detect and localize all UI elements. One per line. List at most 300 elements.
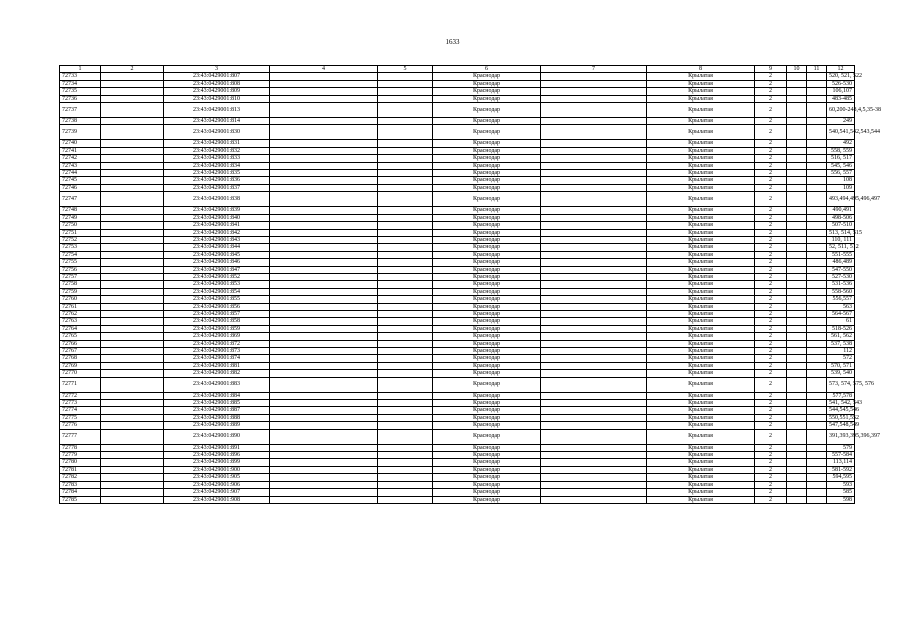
floor-cell: 2 bbox=[755, 414, 787, 421]
floor-cell: 2 bbox=[755, 177, 787, 184]
row-number-cell: 72751 bbox=[60, 229, 101, 236]
city-cell: Краснодар bbox=[433, 474, 541, 481]
table-row bbox=[60, 118, 855, 125]
table-row bbox=[60, 422, 855, 429]
premises-numbers-cell: 547-550 bbox=[827, 266, 855, 273]
city-cell: Краснодар bbox=[433, 207, 541, 214]
city-cell: Краснодар bbox=[433, 177, 541, 184]
premises-numbers-cell: 558-560 bbox=[827, 288, 855, 295]
empty-cell bbox=[541, 481, 647, 488]
empty-cell bbox=[101, 452, 164, 459]
empty-cell bbox=[101, 370, 164, 377]
city-cell: Краснодар bbox=[433, 392, 541, 399]
street-cell: Крылатая bbox=[647, 222, 755, 229]
empty-cell bbox=[787, 452, 807, 459]
empty-cell bbox=[270, 414, 378, 421]
empty-cell bbox=[378, 103, 433, 118]
empty-cell bbox=[101, 489, 164, 496]
empty-cell bbox=[541, 184, 647, 191]
table-row bbox=[60, 474, 855, 481]
street-cell: Крылатая bbox=[647, 407, 755, 414]
empty-cell bbox=[787, 370, 807, 377]
floor-cell: 2 bbox=[755, 429, 787, 444]
table-row bbox=[60, 170, 855, 177]
table-row bbox=[60, 377, 855, 392]
empty-cell bbox=[270, 288, 378, 295]
row-number-cell: 72748 bbox=[60, 207, 101, 214]
street-cell: Крылатая bbox=[647, 281, 755, 288]
empty-cell bbox=[807, 222, 827, 229]
empty-cell bbox=[807, 414, 827, 421]
floor-cell: 2 bbox=[755, 377, 787, 392]
floor-cell: 2 bbox=[755, 95, 787, 102]
floor-cell: 2 bbox=[755, 310, 787, 317]
empty-cell bbox=[787, 474, 807, 481]
empty-cell bbox=[787, 125, 807, 140]
city-cell: Краснодар bbox=[433, 170, 541, 177]
empty-cell bbox=[541, 296, 647, 303]
cadastral-number-cell: 23:43:0429001:885 bbox=[164, 400, 270, 407]
floor-cell: 2 bbox=[755, 103, 787, 118]
empty-cell bbox=[270, 281, 378, 288]
table-row bbox=[60, 222, 855, 229]
empty-cell bbox=[807, 192, 827, 207]
city-cell: Краснодар bbox=[433, 444, 541, 451]
city-cell: Краснодар bbox=[433, 489, 541, 496]
page-number: 1633 bbox=[445, 38, 460, 46]
premises-numbers-cell: 493,494,495,496,497 bbox=[827, 192, 855, 207]
premises-numbers-cell: 108 bbox=[827, 177, 855, 184]
empty-cell bbox=[787, 244, 807, 251]
floor-cell: 2 bbox=[755, 296, 787, 303]
empty-cell bbox=[101, 162, 164, 169]
floor-cell: 2 bbox=[755, 281, 787, 288]
city-cell: Краснодар bbox=[433, 333, 541, 340]
empty-cell bbox=[807, 362, 827, 369]
floor-cell: 2 bbox=[755, 355, 787, 362]
empty-cell bbox=[541, 489, 647, 496]
empty-cell bbox=[541, 162, 647, 169]
empty-cell bbox=[787, 459, 807, 466]
column-header: 11 bbox=[807, 66, 827, 73]
floor-cell: 2 bbox=[755, 170, 787, 177]
empty-cell bbox=[787, 95, 807, 102]
city-cell: Краснодар bbox=[433, 370, 541, 377]
street-cell: Крылатая bbox=[647, 184, 755, 191]
row-number-cell: 72778 bbox=[60, 444, 101, 451]
empty-cell bbox=[378, 236, 433, 243]
city-cell: Краснодар bbox=[433, 340, 541, 347]
empty-cell bbox=[787, 155, 807, 162]
city-cell: Краснодар bbox=[433, 80, 541, 87]
row-number-cell: 72781 bbox=[60, 466, 101, 473]
table-row bbox=[60, 392, 855, 399]
empty-cell bbox=[541, 429, 647, 444]
cadastral-number-cell: 23:43:0429001:810 bbox=[164, 95, 270, 102]
empty-cell bbox=[270, 333, 378, 340]
empty-cell bbox=[378, 170, 433, 177]
floor-cell: 2 bbox=[755, 207, 787, 214]
floor-cell: 2 bbox=[755, 474, 787, 481]
empty-cell bbox=[541, 370, 647, 377]
cadastral-number-cell: 23:43:0429001:890 bbox=[164, 429, 270, 444]
premises-numbers-cell: 60,200-248,4,5,35-38 bbox=[827, 103, 855, 118]
empty-cell bbox=[541, 466, 647, 473]
empty-cell bbox=[270, 214, 378, 221]
row-number-cell: 72735 bbox=[60, 88, 101, 95]
empty-cell bbox=[270, 362, 378, 369]
empty-cell bbox=[101, 147, 164, 154]
empty-cell bbox=[378, 400, 433, 407]
table-row bbox=[60, 251, 855, 258]
empty-cell bbox=[807, 266, 827, 273]
empty-cell bbox=[807, 236, 827, 243]
empty-cell bbox=[378, 422, 433, 429]
city-cell: Краснодар bbox=[433, 125, 541, 140]
table-row bbox=[60, 147, 855, 154]
city-cell: Краснодар bbox=[433, 318, 541, 325]
empty-cell bbox=[101, 333, 164, 340]
row-number-cell: 72776 bbox=[60, 422, 101, 429]
empty-cell bbox=[270, 266, 378, 273]
cadastral-number-cell: 23:43:0429001:884 bbox=[164, 392, 270, 399]
empty-cell bbox=[787, 466, 807, 473]
empty-cell bbox=[807, 147, 827, 154]
row-number-cell: 72777 bbox=[60, 429, 101, 444]
empty-cell bbox=[807, 481, 827, 488]
empty-cell bbox=[270, 310, 378, 317]
empty-cell bbox=[101, 184, 164, 191]
empty-cell bbox=[541, 222, 647, 229]
empty-cell bbox=[787, 348, 807, 355]
empty-cell bbox=[807, 214, 827, 221]
row-number-cell: 72755 bbox=[60, 259, 101, 266]
empty-cell bbox=[541, 355, 647, 362]
street-cell: Крылатая bbox=[647, 362, 755, 369]
empty-cell bbox=[378, 266, 433, 273]
floor-cell: 2 bbox=[755, 184, 787, 191]
cadastral-number-cell: 23:43:0429001:888 bbox=[164, 414, 270, 421]
cadastral-number-cell: 23:43:0429001:844 bbox=[164, 244, 270, 251]
empty-cell bbox=[101, 466, 164, 473]
city-cell: Краснодар bbox=[433, 422, 541, 429]
empty-cell bbox=[807, 177, 827, 184]
empty-cell bbox=[541, 407, 647, 414]
empty-cell bbox=[101, 244, 164, 251]
row-number-cell: 72774 bbox=[60, 407, 101, 414]
empty-cell bbox=[101, 422, 164, 429]
empty-cell bbox=[270, 422, 378, 429]
row-number-cell: 72741 bbox=[60, 147, 101, 154]
empty-cell bbox=[541, 452, 647, 459]
table-row bbox=[60, 192, 855, 207]
street-cell: Крылатая bbox=[647, 192, 755, 207]
empty-cell bbox=[378, 496, 433, 503]
premises-numbers-cell: 110, 111 bbox=[827, 236, 855, 243]
row-number-cell: 72750 bbox=[60, 222, 101, 229]
floor-cell: 2 bbox=[755, 481, 787, 488]
floor-cell: 2 bbox=[755, 222, 787, 229]
city-cell: Краснодар bbox=[433, 192, 541, 207]
premises-numbers-cell: 498-506 bbox=[827, 214, 855, 221]
premises-numbers-cell: 483-485 bbox=[827, 95, 855, 102]
street-cell: Крылатая bbox=[647, 444, 755, 451]
empty-cell bbox=[101, 118, 164, 125]
row-number-cell: 72770 bbox=[60, 370, 101, 377]
empty-cell bbox=[807, 88, 827, 95]
street-cell: Крылатая bbox=[647, 95, 755, 102]
premises-numbers-cell: 52, 511, 512 bbox=[827, 244, 855, 251]
street-cell: Крылатая bbox=[647, 251, 755, 258]
empty-cell bbox=[101, 170, 164, 177]
empty-cell bbox=[270, 88, 378, 95]
empty-cell bbox=[378, 222, 433, 229]
table-row bbox=[60, 155, 855, 162]
cadastral-number-cell: 23:43:0429001:839 bbox=[164, 207, 270, 214]
street-cell: Крылатая bbox=[647, 496, 755, 503]
premises-numbers-cell: 391,393,395,396,397 bbox=[827, 429, 855, 444]
floor-cell: 2 bbox=[755, 125, 787, 140]
empty-cell bbox=[807, 333, 827, 340]
cadastral-number-cell: 23:43:0429001:838 bbox=[164, 192, 270, 207]
table-row bbox=[60, 177, 855, 184]
row-number-cell: 72764 bbox=[60, 325, 101, 332]
empty-cell bbox=[807, 400, 827, 407]
empty-cell bbox=[541, 251, 647, 258]
empty-cell bbox=[270, 207, 378, 214]
empty-cell bbox=[787, 392, 807, 399]
empty-cell bbox=[807, 170, 827, 177]
row-number-cell: 72749 bbox=[60, 214, 101, 221]
premises-numbers-cell: 527-530 bbox=[827, 273, 855, 280]
empty-cell bbox=[787, 207, 807, 214]
city-cell: Краснодар bbox=[433, 400, 541, 407]
table-row bbox=[60, 162, 855, 169]
empty-cell bbox=[101, 444, 164, 451]
cadastral-number-cell: 23:43:0429001:840 bbox=[164, 214, 270, 221]
empty-cell bbox=[270, 429, 378, 444]
empty-cell bbox=[378, 214, 433, 221]
empty-cell bbox=[787, 184, 807, 191]
empty-cell bbox=[270, 244, 378, 251]
table-row bbox=[60, 414, 855, 421]
street-cell: Крылатая bbox=[647, 236, 755, 243]
street-cell: Крылатая bbox=[647, 162, 755, 169]
street-cell: Крылатая bbox=[647, 88, 755, 95]
floor-cell: 2 bbox=[755, 422, 787, 429]
cadastral-number-cell: 23:43:0429001:883 bbox=[164, 377, 270, 392]
premises-numbers-cell: 585 bbox=[827, 489, 855, 496]
empty-cell bbox=[787, 170, 807, 177]
cadastral-number-cell: 23:43:0429001:869 bbox=[164, 333, 270, 340]
city-cell: Краснодар bbox=[433, 147, 541, 154]
empty-cell bbox=[378, 489, 433, 496]
floor-cell: 2 bbox=[755, 362, 787, 369]
empty-cell bbox=[807, 303, 827, 310]
empty-cell bbox=[101, 414, 164, 421]
street-cell: Крылатая bbox=[647, 348, 755, 355]
empty-cell bbox=[378, 481, 433, 488]
empty-cell bbox=[807, 155, 827, 162]
table-row bbox=[60, 80, 855, 87]
city-cell: Краснодар bbox=[433, 459, 541, 466]
row-number-cell: 72753 bbox=[60, 244, 101, 251]
street-cell: Крылатая bbox=[647, 118, 755, 125]
empty-cell bbox=[101, 140, 164, 147]
empty-cell bbox=[378, 192, 433, 207]
row-number-cell: 72769 bbox=[60, 362, 101, 369]
empty-cell bbox=[807, 459, 827, 466]
empty-cell bbox=[787, 140, 807, 147]
table-row bbox=[60, 459, 855, 466]
empty-cell bbox=[787, 118, 807, 125]
cadastral-number-cell: 23:43:0429001:905 bbox=[164, 474, 270, 481]
row-number-cell: 72739 bbox=[60, 125, 101, 140]
empty-cell bbox=[270, 481, 378, 488]
empty-cell bbox=[101, 73, 164, 80]
empty-cell bbox=[541, 288, 647, 295]
empty-cell bbox=[807, 80, 827, 87]
empty-cell bbox=[378, 370, 433, 377]
empty-cell bbox=[270, 170, 378, 177]
empty-cell bbox=[787, 481, 807, 488]
table-row bbox=[60, 370, 855, 377]
floor-cell: 2 bbox=[755, 236, 787, 243]
empty-cell bbox=[787, 310, 807, 317]
empty-cell bbox=[101, 377, 164, 392]
empty-cell bbox=[101, 229, 164, 236]
table-row bbox=[60, 88, 855, 95]
table-row bbox=[60, 348, 855, 355]
empty-cell bbox=[541, 496, 647, 503]
floor-cell: 2 bbox=[755, 214, 787, 221]
empty-cell bbox=[378, 73, 433, 80]
empty-cell bbox=[378, 340, 433, 347]
premises-numbers-cell: 547,548,549 bbox=[827, 422, 855, 429]
empty-cell bbox=[378, 80, 433, 87]
cadastral-number-cell: 23:43:0429001:831 bbox=[164, 140, 270, 147]
city-cell: Краснодар bbox=[433, 481, 541, 488]
cadastral-number-cell: 23:43:0429001:859 bbox=[164, 325, 270, 332]
row-number-cell: 72742 bbox=[60, 155, 101, 162]
row-number-cell: 72784 bbox=[60, 489, 101, 496]
cadastral-number-cell: 23:43:0429001:874 bbox=[164, 355, 270, 362]
table-row bbox=[60, 452, 855, 459]
empty-cell bbox=[787, 489, 807, 496]
empty-cell bbox=[807, 466, 827, 473]
premises-numbers-cell: 109 bbox=[827, 184, 855, 191]
empty-cell bbox=[807, 348, 827, 355]
street-cell: Крылатая bbox=[647, 318, 755, 325]
empty-cell bbox=[807, 377, 827, 392]
empty-cell bbox=[101, 355, 164, 362]
empty-cell bbox=[787, 147, 807, 154]
empty-cell bbox=[541, 303, 647, 310]
empty-cell bbox=[807, 474, 827, 481]
empty-cell bbox=[807, 118, 827, 125]
empty-cell bbox=[101, 310, 164, 317]
premises-numbers-cell: 526-530 bbox=[827, 80, 855, 87]
empty-cell bbox=[378, 177, 433, 184]
empty-cell bbox=[270, 103, 378, 118]
street-cell: Крылатая bbox=[647, 377, 755, 392]
city-cell: Краснодар bbox=[433, 251, 541, 258]
street-cell: Крылатая bbox=[647, 296, 755, 303]
table-row bbox=[60, 318, 855, 325]
row-number-cell: 72738 bbox=[60, 118, 101, 125]
empty-cell bbox=[807, 310, 827, 317]
empty-cell bbox=[807, 355, 827, 362]
street-cell: Крылатая bbox=[647, 266, 755, 273]
empty-cell bbox=[541, 88, 647, 95]
city-cell: Краснодар bbox=[433, 348, 541, 355]
column-header: 1 bbox=[60, 66, 101, 73]
empty-cell bbox=[378, 459, 433, 466]
row-number-cell: 72767 bbox=[60, 348, 101, 355]
empty-cell bbox=[807, 251, 827, 258]
empty-cell bbox=[378, 466, 433, 473]
empty-cell bbox=[378, 88, 433, 95]
city-cell: Краснодар bbox=[433, 88, 541, 95]
floor-cell: 2 bbox=[755, 303, 787, 310]
cadastral-number-cell: 23:43:0429001:873 bbox=[164, 348, 270, 355]
street-cell: Крылатая bbox=[647, 429, 755, 444]
city-cell: Краснодар bbox=[433, 266, 541, 273]
floor-cell: 2 bbox=[755, 452, 787, 459]
cadastral-number-cell: 23:43:0429001:858 bbox=[164, 318, 270, 325]
empty-cell bbox=[101, 362, 164, 369]
cadastral-number-cell: 23:43:0429001:833 bbox=[164, 155, 270, 162]
city-cell: Краснодар bbox=[433, 355, 541, 362]
empty-cell bbox=[807, 207, 827, 214]
empty-cell bbox=[378, 452, 433, 459]
cadastral-number-cell: 23:43:0429001:882 bbox=[164, 370, 270, 377]
floor-cell: 2 bbox=[755, 489, 787, 496]
empty-cell bbox=[807, 125, 827, 140]
floor-cell: 2 bbox=[755, 340, 787, 347]
empty-cell bbox=[787, 496, 807, 503]
premises-numbers-cell: 545, 546 bbox=[827, 162, 855, 169]
column-header: 10 bbox=[787, 66, 807, 73]
street-cell: Крылатая bbox=[647, 80, 755, 87]
city-cell: Краснодар bbox=[433, 296, 541, 303]
street-cell: Крылатая bbox=[647, 489, 755, 496]
empty-cell bbox=[378, 444, 433, 451]
empty-cell bbox=[541, 125, 647, 140]
table-row bbox=[60, 444, 855, 451]
floor-cell: 2 bbox=[755, 407, 787, 414]
cadastral-number-cell: 23:43:0429001:900 bbox=[164, 466, 270, 473]
empty-cell bbox=[101, 177, 164, 184]
empty-cell bbox=[787, 273, 807, 280]
empty-cell bbox=[270, 236, 378, 243]
cadastral-number-cell: 23:43:0429001:845 bbox=[164, 251, 270, 258]
cadastral-number-cell: 23:43:0429001:872 bbox=[164, 340, 270, 347]
street-cell: Крылатая bbox=[647, 244, 755, 251]
empty-cell bbox=[807, 489, 827, 496]
empty-cell bbox=[270, 400, 378, 407]
empty-cell bbox=[378, 310, 433, 317]
empty-cell bbox=[541, 325, 647, 332]
city-cell: Краснодар bbox=[433, 288, 541, 295]
empty-cell bbox=[270, 80, 378, 87]
floor-cell: 2 bbox=[755, 288, 787, 295]
empty-cell bbox=[787, 303, 807, 310]
empty-cell bbox=[378, 155, 433, 162]
empty-cell bbox=[378, 184, 433, 191]
empty-cell bbox=[270, 192, 378, 207]
street-cell: Крылатая bbox=[647, 303, 755, 310]
